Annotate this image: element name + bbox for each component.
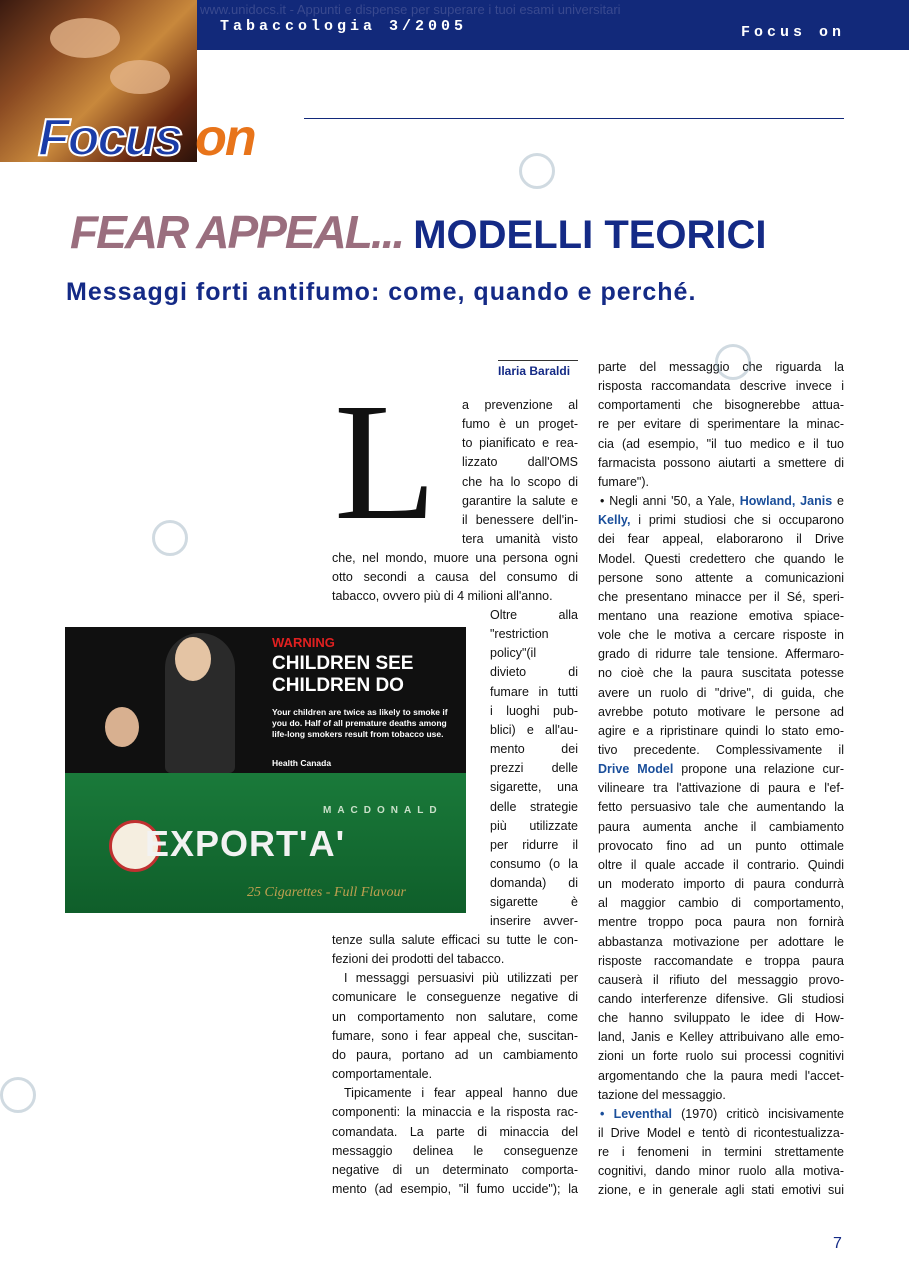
- body-line: inserire avver-: [490, 914, 578, 929]
- body-line: garantire la salute e: [462, 493, 578, 508]
- focus-on-logo: [38, 108, 255, 168]
- body-line: land, Janis e Kelley attribuivano alle emo-: [598, 1030, 844, 1045]
- body-line: tenze sulla salute efficaci su tutte le con-: [332, 933, 578, 947]
- child-face: [105, 707, 139, 747]
- body-line: che hanno sviluppato le idee di How-: [598, 1011, 844, 1026]
- body-line: avrebbe potuto motivare le persone ad: [598, 704, 844, 719]
- body-line: farmacista possono aiutarti a smettere di: [598, 455, 844, 470]
- model-highlight: Drive Model: [598, 762, 674, 777]
- body-line: mentano una reazione emotiva spiace-: [598, 608, 844, 623]
- body-line: avere un ruolo di "drive", di guida, che: [598, 685, 844, 700]
- pack-brand: MACDONALD: [323, 805, 443, 816]
- author-highlight: Leventhal: [613, 1106, 672, 1121]
- body-line: tivo precedente. Complessivamente il: [598, 743, 844, 757]
- body-line: fezioni dei prodotti del tabacco.: [332, 952, 505, 967]
- cigarette-pack-image: [65, 627, 466, 913]
- pack-product: EXPORT'A': [145, 823, 346, 864]
- body-line: cando interferenze difensive. Gli studiosi: [598, 991, 844, 1006]
- body-line: Model. Questi credettero che quando le: [598, 551, 844, 566]
- section-label: Focus on: [740, 24, 845, 41]
- body-line: che presentano minacce per il Sé, speri-: [598, 589, 844, 604]
- body-line-rich: [600, 494, 844, 508]
- article-subtitle: Messaggi forti antifumo: come, quando e perché.: [66, 278, 697, 306]
- journal-issue: Tabaccologia 3/2005: [220, 18, 468, 35]
- author-name: Ilaria Baraldi: [498, 364, 571, 378]
- logo-word-focus: Focus: [38, 109, 182, 167]
- body-line: grado di ridurre tale tensione. Affermaro-: [598, 647, 844, 662]
- body-line: tabacco, ovvero più di 4 milioni all'anno.: [332, 589, 553, 604]
- text-span: e: [837, 494, 844, 509]
- author-rule: [498, 360, 578, 361]
- body-line: abbastanza motivazione per adottare le: [598, 934, 844, 949]
- body-line: domanda) di: [490, 876, 578, 891]
- body-line: do paura, portano ad un cambiamento: [332, 1047, 578, 1062]
- body-line: provocato fino ad un punto ottimale: [598, 838, 844, 853]
- body-line: Tipicamente i fear appeal hanno due: [344, 1086, 578, 1101]
- body-line-rich: [598, 513, 844, 527]
- body-line: un moderato importo di paura condurrà: [598, 877, 844, 892]
- title-part-1: FEAR APPEAL...: [70, 206, 404, 258]
- watermark-icon: [0, 1077, 36, 1113]
- body-line: vole che le motiva a cercare risposte in: [598, 628, 844, 643]
- title-part-2: MODELLI TEORICI: [413, 213, 767, 257]
- bullet-icon: •: [600, 1106, 614, 1121]
- body-line: comportamentale.: [332, 1067, 433, 1082]
- body-line: blici) e all'au-: [490, 722, 578, 737]
- body-line: consumo (o la: [490, 856, 578, 871]
- body-line: I messaggi persuasivi più utilizzati per: [344, 971, 578, 986]
- body-line: otto secondi a causa del consumo di: [332, 570, 578, 585]
- body-line: dei fear appeal, elaborarono il Drive: [598, 532, 844, 547]
- body-line: divieto di: [490, 665, 578, 680]
- body-line: cognitivi, dando minor ruolo alla motiva-: [598, 1164, 844, 1179]
- text-span: (1970) criticò incisivamente: [681, 1106, 844, 1121]
- drop-cap: L: [334, 369, 437, 555]
- body-line: mento (ad esempio, "il fumo uccide"); la: [332, 1181, 578, 1196]
- body-line: agire e a ripristinare quindi lo stato emo-: [598, 723, 844, 738]
- warning-body: Your children are twice as likely to smoke if you do. Half of all premature deaths among life-long smokers result from tobacco use.: [272, 707, 448, 739]
- body-line: fetto persuasivo tale che aumentando la: [598, 800, 844, 815]
- body-line: prezzi delle: [490, 761, 578, 776]
- body-line: parte del messaggio che riguarda la: [598, 360, 844, 374]
- body-line: "restriction: [490, 627, 549, 642]
- warning-panel: [65, 627, 466, 773]
- body-line: sigarette, una: [490, 780, 578, 795]
- body-line: no cioè che la paura suscitata potesse: [598, 666, 844, 681]
- pack-tagline: 25 Cigarettes - Full Flavour: [247, 885, 406, 900]
- body-line: fumare, sono i fear appeal che, suscitan-: [332, 1028, 578, 1043]
- body-line: paura aumenta anche il cambiamento: [598, 819, 844, 834]
- body-line: oltre il quale accade il contrario. Quindi: [598, 857, 844, 872]
- body-line: re i fenomeni in termini strettamente: [598, 1145, 844, 1160]
- body-line: comandata. La parte di minaccia del: [332, 1124, 578, 1139]
- body-line: comportamenti che bisognerebbe attua-: [598, 398, 844, 413]
- body-line-rich: [600, 1107, 844, 1121]
- body-line: che, nel mondo, muore una persona ogni: [332, 551, 578, 565]
- watermark-icon: [519, 153, 555, 189]
- body-line: fumo è un proget-: [462, 417, 578, 432]
- body-line: zione, e in generale agli stati emotivi sui: [598, 1183, 844, 1198]
- body-line: tazione del messaggio.: [598, 1087, 726, 1102]
- body-line: vilineare tra l'attivazione di paura e l'ef-: [598, 781, 844, 796]
- body-line: al maggior cambio di comportamento,: [598, 896, 844, 911]
- body-line: a prevenzione al: [462, 398, 578, 412]
- article-title: [70, 205, 767, 259]
- body-line: un comportamento non salutare, come: [332, 1009, 578, 1024]
- body-line: tera umanità visto: [462, 532, 578, 547]
- body-line: policy"(il: [490, 646, 537, 661]
- title-rule: [304, 118, 844, 119]
- warning-source: Health Canada: [272, 758, 332, 768]
- woman-face: [175, 637, 211, 681]
- watermark-icon: [715, 344, 751, 380]
- body-line-rich: [598, 762, 844, 776]
- author-highlight: Kelly,: [598, 513, 631, 528]
- body-line: causerà il rifiuto del messaggio provo-: [598, 972, 844, 987]
- watermark-top: www.unidocs.it - Appunti e dispense per superare i tuoi esami universitari: [200, 2, 621, 17]
- body-line: persone sono attente a comunicazioni: [598, 570, 844, 585]
- body-line: to pianificato e rea-: [462, 436, 578, 451]
- text-span: • Negli anni '50, a Yale,: [600, 494, 735, 509]
- body-line: zioni un forte ruolo sui processi cognitivi: [598, 1049, 844, 1064]
- body-line: il benessere dell'in-: [462, 512, 578, 527]
- body-line: il Drive Model e tentò di ricontestualizza-: [598, 1126, 844, 1140]
- page-number: 7: [833, 1235, 842, 1252]
- warning-headline: CHILDREN SEE CHILDREN DO: [272, 653, 414, 696]
- body-line: mentre troppo poca paura non fornirà: [598, 915, 844, 930]
- body-line: comunicare le conseguenze negative di: [332, 990, 578, 1005]
- watermark-icon: [152, 520, 188, 556]
- body-line: argomentando che la paura medi l'accet-: [598, 1068, 844, 1083]
- body-line: mento dei: [490, 742, 578, 757]
- body-line: Oltre alla: [490, 608, 578, 622]
- body-line: cia (ad esempio, "il tuo medico e il tuo: [598, 436, 844, 451]
- body-line: re per evitare di sperimentare la minac-: [598, 417, 844, 432]
- body-line: sigarette è: [490, 895, 578, 910]
- body-line: negative di un determinato comporta-: [332, 1162, 578, 1177]
- body-line: componenti: la minaccia e la risposta rac-: [332, 1105, 578, 1120]
- text-span: i primi studiosi che si occuparono: [638, 513, 844, 528]
- body-line: fumare in tutti: [490, 684, 578, 699]
- author-highlight: Howland, Janis: [739, 494, 833, 509]
- body-line: per ridurre il: [490, 837, 578, 852]
- body-line: risposte raccomandate e troppa paura: [598, 953, 844, 968]
- body-line: più utilizzate: [490, 818, 578, 833]
- body-line: lizzato dall'OMS: [462, 455, 578, 470]
- body-line: risposta raccomandata descrive invece i: [598, 379, 844, 394]
- body-line: fumare").: [598, 474, 649, 489]
- logo-word-on: on: [195, 109, 255, 167]
- body-line: messaggio delinea le conseguenze: [332, 1143, 578, 1158]
- body-line: che ha lo scopo di: [462, 474, 578, 489]
- body-line: delle strategie: [490, 799, 578, 814]
- text-span: propone una relazione cur-: [681, 762, 845, 777]
- body-line: i luoghi pub-: [490, 703, 578, 718]
- warning-label: WARNING: [272, 635, 335, 650]
